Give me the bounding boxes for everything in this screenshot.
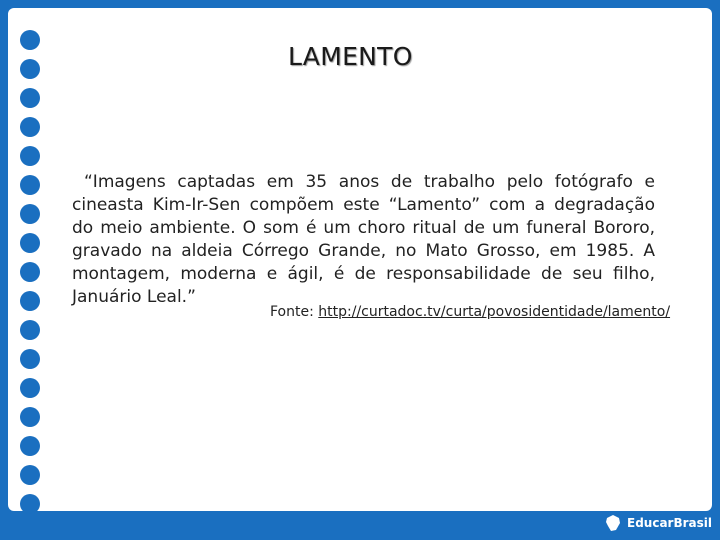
binder-hole — [20, 436, 40, 456]
binder-hole — [20, 262, 40, 282]
slide-page — [8, 8, 712, 511]
binder-hole — [20, 349, 40, 369]
binder-hole — [20, 320, 40, 340]
logo-text: EducarBrasil — [627, 516, 712, 530]
binder-hole — [20, 494, 40, 514]
source-label: Fonte: — [270, 304, 314, 320]
binder-hole — [20, 88, 40, 108]
binder-hole — [20, 146, 40, 166]
quote-paragraph: “Imagens captadas em 35 anos de trabalho pelo fotógrafo e cineasta Kim-Ir-Sen compõem este “Lamento” com a degradação do meio ambiente. O som é um choro ritual de um funeral Bororo, gravado na aldeia Córrego Grande, no Mato Grosso, em 1985. A montagem, moderna e ágil, é de responsabilidade de seu filho, Januário Leal.” — [72, 172, 655, 307]
educarbrasil-logo — [603, 510, 712, 536]
binder-hole — [20, 291, 40, 311]
slide-title: LAMENTO — [288, 42, 413, 71]
binder-hole — [20, 465, 40, 485]
binder-hole — [20, 233, 40, 253]
source-line — [270, 304, 670, 320]
binder-hole — [20, 30, 40, 50]
binder-hole — [20, 175, 40, 195]
binder-hole — [20, 378, 40, 398]
brazil-map-icon — [603, 513, 623, 533]
binder-hole — [20, 59, 40, 79]
binder-hole — [20, 117, 40, 137]
binder-hole — [20, 204, 40, 224]
source-link[interactable]: http://curtadoc.tv/curta/povosidentidade/lamento/ — [318, 304, 671, 320]
binder-hole — [20, 407, 40, 427]
